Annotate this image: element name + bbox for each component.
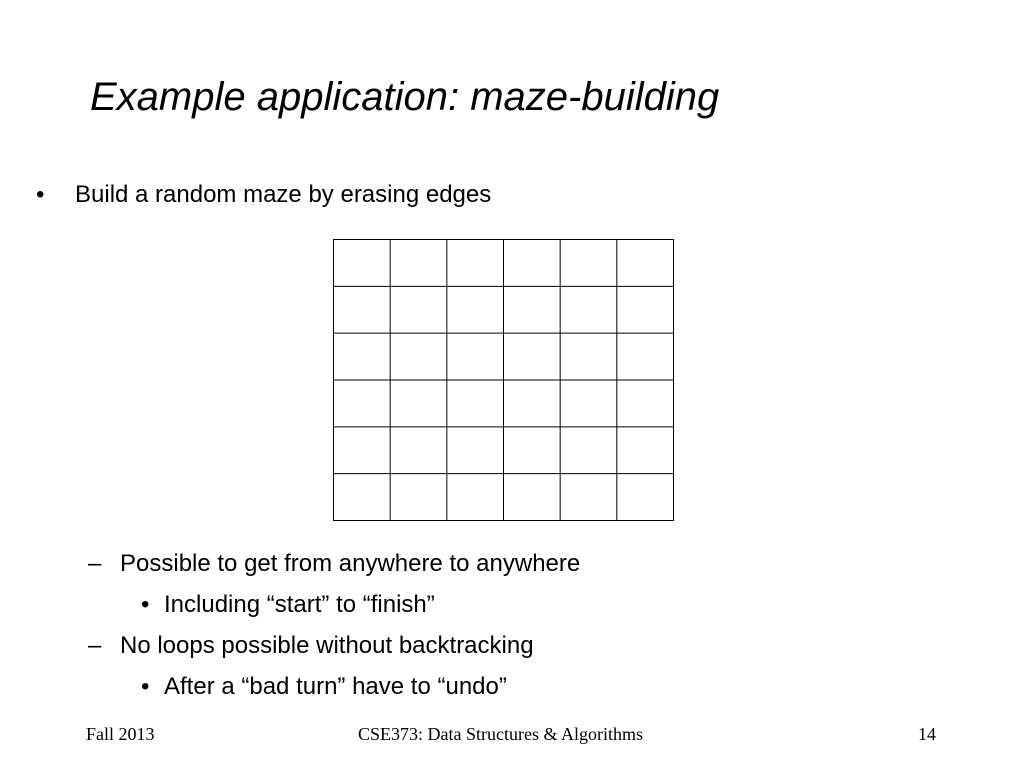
slide-title: Example application: maze-building — [90, 75, 720, 119]
bullet-text-build-maze: Build a random maze by erasing edges — [75, 181, 492, 208]
sub-sub-bullet-text-start-finish: Including “start” to “finish” — [164, 591, 435, 618]
bullet-marker: • — [36, 181, 45, 208]
sub-sub-bullet-marker: • — [141, 591, 150, 618]
sub-bullet-text-no-loops: No loops possible without backtracking — [120, 632, 534, 659]
sub-bullet-marker: – — [88, 550, 102, 577]
sub-bullet-text-anywhere: Possible to get from anywhere to anywhere — [120, 550, 581, 577]
footer-course: CSE373: Data Structures & Algorithms — [358, 724, 643, 744]
sub-sub-bullet-text-undo: After a “bad turn” have to “undo” — [164, 673, 507, 700]
sub-bullet-marker: – — [88, 632, 102, 659]
footer-page-number: 14 — [918, 724, 936, 744]
maze-grid — [333, 239, 674, 521]
footer-date: Fall 2013 — [86, 724, 155, 744]
sub-sub-bullet-marker: • — [141, 673, 150, 700]
